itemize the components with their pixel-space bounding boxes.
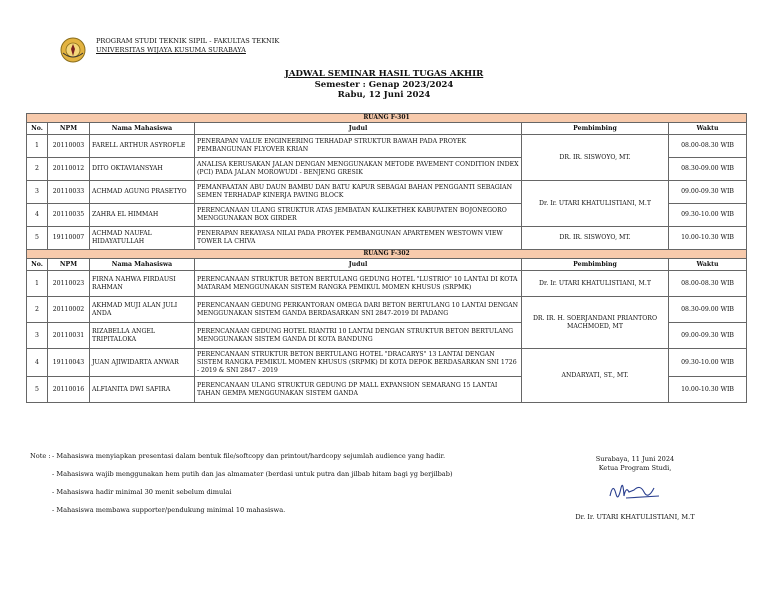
row-npm: 20110033 xyxy=(48,181,90,204)
row-waktu: 09.30-10.00 WIB xyxy=(669,349,747,377)
row-waktu: 08.00-08.30 WIB xyxy=(669,135,747,158)
row-waktu: 10.00-10.30 WIB xyxy=(669,377,747,403)
row-nama: DITO OKTAVIANSYAH xyxy=(90,158,195,181)
row-nama: FARELL ARTHUR ASYROFLE xyxy=(90,135,195,158)
row-nama: ZAHRA EL HIMMAH xyxy=(90,204,195,227)
row-nama: ALFIANITA DWI SAFIRA xyxy=(90,377,195,403)
row-waktu: 08.00-08.30 WIB xyxy=(669,271,747,297)
schedule-table xyxy=(26,113,747,403)
row-npm: 20110016 xyxy=(48,377,90,403)
row-nama: ACHMAD AGUNG PRASETYO xyxy=(90,181,195,204)
document-title-block xyxy=(0,69,768,101)
row-pembimbing: DR. IR. SISWOYO, MT. xyxy=(522,227,669,250)
row-judul: PERENCANAAN STRUKTUR BETON BERTULANG GEDUNG HOTEL "LUSTRIO" 10 LANTAI DI KOTA MATARAM MENGGUNAKAN SISTEM RANGKA PEMIKUL MOMEN KHUSUS (SRPMK) xyxy=(195,271,522,297)
room-row xyxy=(27,250,747,259)
table-row xyxy=(27,349,747,377)
row-waktu: 10.00-10.30 WIB xyxy=(669,227,747,250)
row-npm: 19110043 xyxy=(48,349,90,377)
row-nama: FIRNA NAHWA FIRDAUSI RAHMAN xyxy=(90,271,195,297)
row-pembimbing: Dr. Ir. UTARI KHATULISTIANI, M.T xyxy=(522,181,669,227)
table-row xyxy=(27,271,747,297)
row-waktu: 09.00-09.30 WIB xyxy=(669,323,747,349)
row-no: 5 xyxy=(27,377,48,403)
row-judul: PERENCANAAN ULANG STRUKTUR GEDUNG DP MALL EXPANSION SEMARANG 15 LANTAI TAHAN GEMPA MENGGUNAKAN SISTEM GANDA xyxy=(195,377,522,403)
row-no: 5 xyxy=(27,227,48,250)
row-judul: PERENCANAAN GEDUNG HOTEL RIANTRI 10 LANTAI DENGAN STRUKTUR BETON BERTULANG MENGGUNAKAN SISTEM GANDA DI KOTA BANDUNG xyxy=(195,323,522,349)
row-npm: 20110012 xyxy=(48,158,90,181)
col-waktu-header: Waktu xyxy=(669,259,747,271)
col-nama-header: Nama Mahasiswa xyxy=(90,123,195,135)
row-pembimbing: DR. IR. SISWOYO, MT. xyxy=(522,135,669,181)
row-waktu: 08.30-09.00 WIB xyxy=(669,158,747,181)
table-row xyxy=(27,227,747,250)
room-name: RUANG F-301 xyxy=(27,114,747,123)
row-nama: JUAN AJIWIDARTA ANWAR xyxy=(90,349,195,377)
university-logo-icon xyxy=(60,37,86,63)
row-judul: PERENCANAAN STRUKTUR BETON BERTULANG HOTEL "DRACARYS" 13 LANTAI DENGAN SISTEM RANGKA PEMIKUL MOMEN KHUSUS (SRPMK) DI KOTA DEPOK BERDASARKAN SNI 1726 - 2019 & SNI 2847 - 2019 xyxy=(195,349,522,377)
sign-place-date: Surabaya, 11 Juni 2024 xyxy=(595,455,675,463)
handwritten-signature-icon xyxy=(604,476,664,510)
row-judul: PERENCANAAN GEDUNG PERKANTORAN OMEGA DARI BETON BERTULANG 10 LANTAI DENGAN MENGGUNAKAN SISTEM GANDA BERDASARKAN SNI 2847-2019 DI PADANG xyxy=(195,297,522,323)
university-name: UNIVERSITAS WIJAYA KUSUMA SURABAYA xyxy=(96,46,246,54)
sign-role: Ketua Program Studi, xyxy=(598,464,672,472)
row-waktu: 08.30-09.00 WIB xyxy=(669,297,747,323)
row-npm: 20110003 xyxy=(48,135,90,158)
col-nama-header: Nama Mahasiswa xyxy=(90,259,195,271)
row-waktu: 09.30-10.00 WIB xyxy=(669,204,747,227)
row-npm: 20110035 xyxy=(48,204,90,227)
row-npm: 20110031 xyxy=(48,323,90,349)
row-waktu: 09.00-09.30 WIB xyxy=(669,181,747,204)
row-npm: 20110023 xyxy=(48,271,90,297)
row-npm: 19110007 xyxy=(48,227,90,250)
col-pembimbing-header: Pembimbing xyxy=(522,259,669,271)
institution-header xyxy=(96,37,279,55)
row-no: 3 xyxy=(27,323,48,349)
room-row xyxy=(27,114,747,123)
date-label: Rabu, 12 Juni 2024 xyxy=(337,90,431,100)
row-judul: PENERAPAN VALUE ENGINEERING TERHADAP STRUKTUR BAWAH PADA PROYEK PEMBANGUNAN FLYOVER KRIAN xyxy=(195,135,522,158)
document-title: JADWAL SEMINAR HASIL TUGAS AKHIR xyxy=(284,69,484,79)
row-npm: 20110002 xyxy=(48,297,90,323)
notes-section xyxy=(30,452,453,524)
table-row xyxy=(27,181,747,204)
row-nama: ACHMAD NAUFAL HIDAYATULLAH xyxy=(90,227,195,250)
col-judul-header: Judul xyxy=(195,123,522,135)
room-name: RUANG F-302 xyxy=(27,250,747,259)
note-item: - Mahasiswa menyiapkan presentasi dalam bentuk file/softcopy dan printout/hardcopy sejumlah audience yang hadir. xyxy=(52,452,446,460)
col-waktu-header: Waktu xyxy=(669,123,747,135)
note-item: - Mahasiswa membawa supporter/pendukung minimal 10 mahasiswa. xyxy=(52,506,286,514)
row-no: 1 xyxy=(27,271,48,297)
note-item: - Mahasiswa wajib menggunakan hem putih dan jas almamater (berdasi untuk putra dan jilbab hitam bagi yg berjilbab) xyxy=(52,470,453,478)
col-no-header: No. xyxy=(27,123,48,135)
col-npm-header: NPM xyxy=(48,259,90,271)
notes-label: Note : xyxy=(30,452,51,460)
note-item: - Mahasiswa hadir minimal 30 menit sebelum dimulai xyxy=(52,488,232,496)
row-nama: AKHMAD MUJI ALAN JULI ANDA xyxy=(90,297,195,323)
row-no: 1 xyxy=(27,135,48,158)
table-row xyxy=(27,135,747,158)
row-pembimbing: Dr. Ir. UTARI KHATULISTIANI, M.T xyxy=(522,271,669,297)
col-no-header: No. xyxy=(27,259,48,271)
row-judul: PERENCANAAN ULANG STRUKTUR ATAS JEMBATAN KALIKETHEK KABUPATEN BOJONEGORO MENGGUNAKAN BOX GIRDER xyxy=(195,204,522,227)
semester-label: Semester : Genap 2023/2024 xyxy=(314,79,454,90)
header-row xyxy=(27,123,747,135)
col-judul-header: Judul xyxy=(195,259,522,271)
row-pembimbing: DR. IR. H. SOERJANDANI PRIANTORO MACHMOED, MT xyxy=(522,297,669,349)
row-no: 2 xyxy=(27,158,48,181)
row-no: 2 xyxy=(27,297,48,323)
header-row xyxy=(27,259,747,271)
table-row xyxy=(27,297,747,323)
row-no: 4 xyxy=(27,349,48,377)
row-judul: PEMANFAATAN ABU DAUN BAMBU DAN BATU KAPUR SEBAGAI BAHAN PENGGANTI SEBAGIAN SEMEN TERHADAP KINERJA PAVING BLOCK xyxy=(195,181,522,204)
program-name: PROGRAM STUDI TEKNIK SIPIL - FAKULTAS TEKNIK xyxy=(96,37,280,45)
signatory-name: Dr. Ir. UTARI KHATULISTIANI, M.T xyxy=(575,513,695,521)
row-judul: PENERAPAN REKAYASA NILAI PADA PROYEK PEMBANGUNAN APARTEMEN WESTOWN VIEW TOWER LA CHIVA xyxy=(195,227,522,250)
signature-block xyxy=(560,455,710,473)
col-npm-header: NPM xyxy=(48,123,90,135)
row-no: 4 xyxy=(27,204,48,227)
row-no: 3 xyxy=(27,181,48,204)
row-judul: ANALISA KERUSAKAN JALAN DENGAN MENGGUNAKAN METODE PAVEMENT CONDITION INDEX (PCI) PADA JALAN MOROWUDI - BENJENG GRESIK xyxy=(195,158,522,181)
col-pembimbing-header: Pembimbing xyxy=(522,123,669,135)
row-nama: RIZABELLA ANGEL TRIPITALOKA xyxy=(90,323,195,349)
row-pembimbing: ANDARYATI, ST., MT. xyxy=(522,349,669,403)
